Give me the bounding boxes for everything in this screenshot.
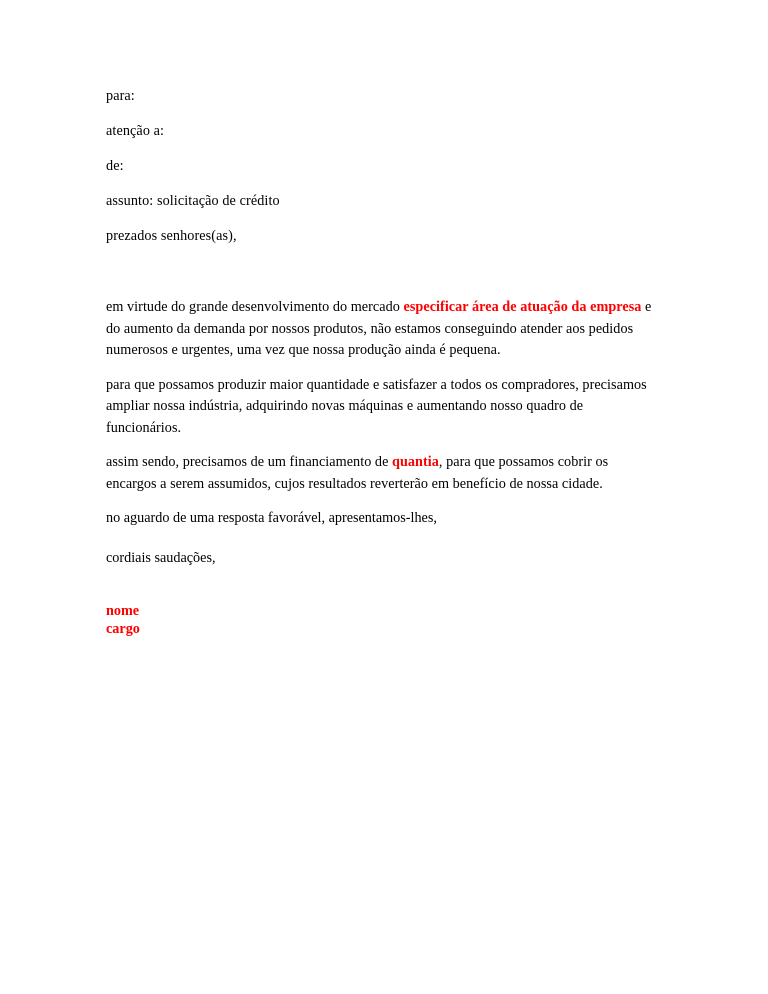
signature-block — [106, 603, 658, 638]
closing-line-2: cordiais saudações, — [106, 549, 216, 566]
field-attention: atenção a: — [106, 123, 165, 139]
salutation: prezados senhores(as), — [106, 228, 237, 244]
placeholder-nome: nome — [106, 603, 140, 619]
paragraph-3-text-part-1: assim sendo, precisamos de um financiamento de — [106, 454, 393, 470]
placeholder-area-atuacao: especificar área de atuação da empresa — [403, 299, 642, 315]
paragraph-3 — [106, 452, 658, 495]
closing-line-1: no aguardo de uma resposta favorável, apresentamos-lhes, — [106, 510, 437, 526]
field-from: de: — [106, 158, 124, 174]
placeholder-cargo: cargo — [106, 620, 140, 637]
placeholder-quantia: quantia — [392, 454, 439, 470]
paragraph-1-text-part-1: em virtude do grande desenvolvimento do mercado — [106, 299, 404, 315]
paragraph-3-text-part-2: , para que possamos cobrir os encargos a serem assumidos, cujos resultados reverterão em benefício de nossa cidade. — [106, 454, 609, 492]
letter-body — [106, 88, 658, 638]
field-to: para: — [106, 88, 135, 104]
paragraph-1-text-part-2: e do aumento da demanda por nossos produtos, não estamos conseguindo atender aos pedidos numerosos e urgentes, uma vez que nossa produção ainda é pequena. — [106, 299, 652, 358]
paragraph-2: para que possamos produzir maior quantidade e satisfazer a todos os compradores, precisamos ampliar nossa indústria, adquirindo novas máquinas e aumentando nosso quadro de funcionários. — [106, 376, 647, 436]
paragraph-1 — [106, 297, 658, 362]
field-subject: assunto: solicitação de crédito — [106, 193, 280, 209]
